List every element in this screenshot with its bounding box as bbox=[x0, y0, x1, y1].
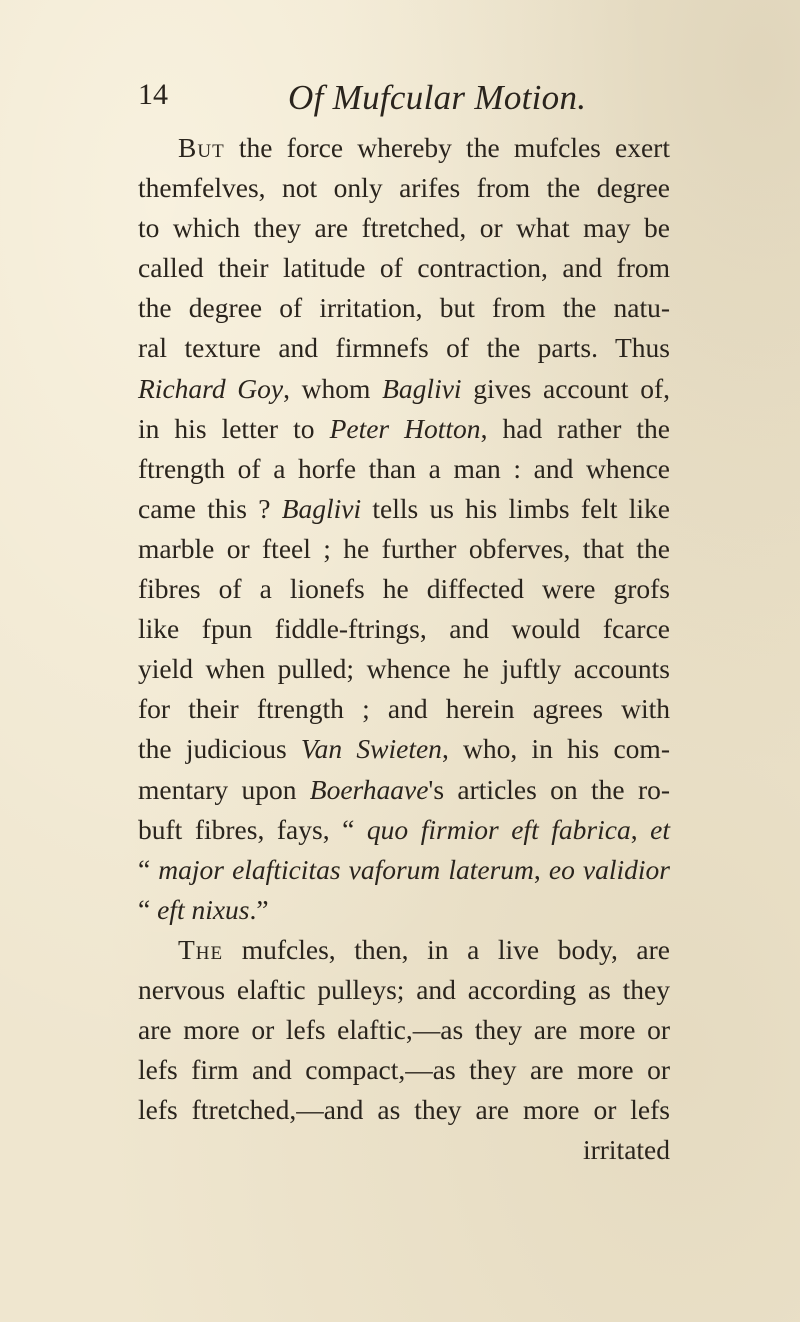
text-line: are more or lefs elaftic,—as they are more or bbox=[138, 1014, 670, 1046]
text-line: the judicious Van Swieten, who, in his com- bbox=[138, 733, 670, 765]
text-line: Richard Goy, whom Baglivi gives account of, bbox=[138, 372, 670, 404]
page-header bbox=[138, 78, 678, 124]
text-line: like fpun fiddle-ftrings, and would fcarce bbox=[138, 613, 670, 645]
text-line: called their latitude of contraction, and from bbox=[138, 252, 670, 284]
text-line: lefs firm and compact,—as they are more or bbox=[138, 1054, 670, 1086]
text-line: ral texture and firmnefs of the parts. Thus bbox=[138, 332, 670, 364]
person-name: Richard Goy bbox=[138, 372, 284, 404]
text-line: But the force whereby the mufcles exert bbox=[178, 132, 670, 163]
person-name: Baglivi bbox=[281, 492, 362, 524]
text-line: ftrength of a horfe than a man : and whence bbox=[138, 452, 670, 484]
text-line: mentary upon Boerhaave's articles on the ro- bbox=[138, 773, 671, 805]
latin-quote: eft nixus bbox=[157, 893, 250, 925]
latin-quote: eo validior bbox=[548, 853, 670, 885]
text-line: fibres of a lionefs he diffected were grofs bbox=[138, 573, 670, 605]
text-line: nervous elaftic pulleys; and according as they bbox=[138, 973, 670, 1005]
person-name: Peter Hotton bbox=[329, 412, 481, 444]
text-line: buft fibres, fays, “ quo firmior eft fabrica, et bbox=[138, 813, 670, 845]
text-line: yield when pulled; whence he juftly accounts bbox=[138, 653, 670, 685]
small-caps-word: The bbox=[178, 933, 224, 965]
page-number: 14 bbox=[138, 78, 168, 111]
latin-quote: major elafticitas vaforum laterum bbox=[158, 853, 534, 885]
person-name: Baglivi bbox=[382, 372, 462, 404]
body-text bbox=[138, 128, 670, 1170]
text-line: themfelves, not only arifes from the degree bbox=[138, 172, 670, 204]
text-line: lefs ftretched,—and as they are more or lefs bbox=[138, 1094, 670, 1126]
person-name: Boerhaave bbox=[309, 773, 429, 805]
person-name: Van Swieten bbox=[300, 733, 442, 765]
text-line: “ eft nixus.” bbox=[138, 893, 269, 925]
text-line: in his letter to Peter Hotton, had rather the bbox=[138, 412, 670, 444]
latin-quote: et bbox=[650, 813, 670, 845]
text-line: for their ftrength ; and herein agrees with bbox=[138, 693, 670, 725]
text-line: to which they are ftretched, or what may be bbox=[138, 212, 670, 244]
catchword: irritated bbox=[582, 1134, 670, 1166]
text-line: came this ? Baglivi tells us his limbs felt like bbox=[138, 492, 670, 524]
latin-quote: quo firmior eft fabrica bbox=[366, 813, 631, 845]
text-line: “ major elafticitas vaforum laterum, eo validior bbox=[138, 853, 670, 885]
text-line: marble or fteel ; he further obferves, that the bbox=[138, 532, 670, 564]
text-line: The mufcles, then, in a live body, are bbox=[178, 933, 670, 965]
text-line: the degree of irritation, but from the natu- bbox=[138, 292, 670, 324]
small-caps-word: But bbox=[178, 132, 225, 163]
running-head: Of Mufcular Motion. bbox=[288, 78, 587, 117]
